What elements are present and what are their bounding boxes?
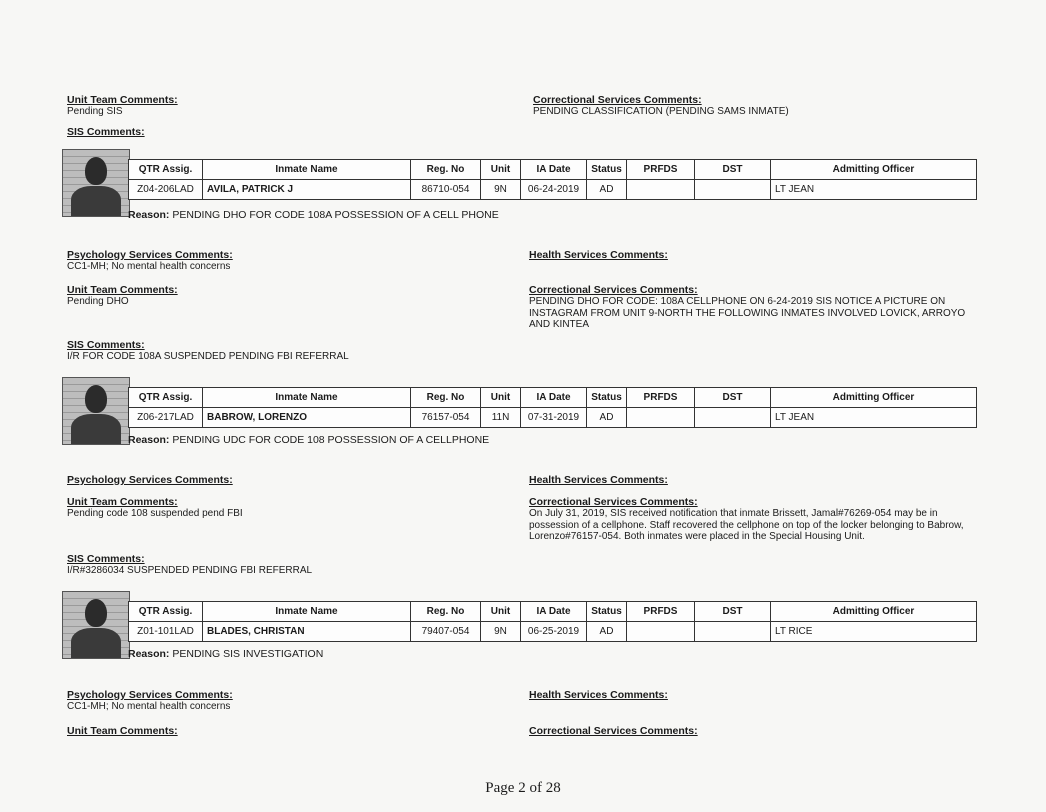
ia-date-cell: 07-31-2019 [521,408,587,428]
admitting-officer-cell: LT JEAN [771,408,977,428]
sis-heading: SIS Comments: [67,126,145,138]
unit-team-text: Pending DHO [67,296,129,307]
psych-heading: Psychology Services Comments: [67,689,233,701]
table-row [129,408,977,428]
admitting-officer-cell: LT RICE [771,622,977,642]
column-header: IA Date [521,602,587,622]
column-header: Status [587,602,627,622]
column-header: Reg. No [411,602,481,622]
correctional-text: On July 31, 2019, SIS received notification that inmate Brissett, Jamal#76269-054 may be in possession of a cellphone. Staff recovered the cellphone on top of the locker belonging to Babrow, Lorenzo#76157-054. Both inmates were placed in the Special Housing Unit. [529,508,964,542]
inmate-photo [62,591,130,659]
reason-label: Reason: [128,209,170,221]
column-header: QTR Assig. [129,388,203,408]
correctional-heading: Correctional Services Comments: [529,725,698,737]
column-header: DST [695,388,771,408]
psych-text: CC1-MH; No mental health concerns [67,701,231,712]
reg-no-cell: 86710-054 [411,180,481,200]
column-header: Admitting Officer [771,388,977,408]
admitting-officer-cell: LT JEAN [771,180,977,200]
page-number: Page 2 of 28 [485,780,561,796]
unit-cell: 9N [481,180,521,200]
reason-label: Reason: [128,434,170,446]
column-header: IA Date [521,160,587,180]
column-header: Inmate Name [203,160,411,180]
reason-text: PENDING DHO FOR CODE 108A POSSESSION OF A CELL PHONE [172,209,499,221]
correctional-heading: Correctional Services Comments: [529,284,698,296]
ia-date-cell: 06-24-2019 [521,180,587,200]
qtr-cell: Z06-217LAD [129,408,203,428]
column-header: QTR Assig. [129,160,203,180]
status-cell: AD [587,408,627,428]
sis-text: I/R FOR CODE 108A SUSPENDED PENDING FBI REFERRAL [67,351,349,362]
correctional-heading: Correctional Services Comments: [533,94,702,106]
unit-team-heading: Unit Team Comments: [67,496,178,508]
inmate-record-table [128,159,977,200]
column-header: Inmate Name [203,388,411,408]
health-heading: Health Services Comments: [529,474,668,486]
correctional-heading: Correctional Services Comments: [529,496,698,508]
column-header: Admitting Officer [771,160,977,180]
dst-cell [695,408,771,428]
ia-date-cell: 06-25-2019 [521,622,587,642]
reason-text: PENDING UDC FOR CODE 108 POSSESSION OF A CELLPHONE [172,434,490,446]
psych-heading: Psychology Services Comments: [67,474,233,486]
qtr-cell: Z04-206LAD [129,180,203,200]
column-header: Status [587,160,627,180]
reason-text: PENDING SIS INVESTIGATION [172,648,324,660]
column-header: Status [587,388,627,408]
column-header: Unit [481,160,521,180]
column-header: Unit [481,388,521,408]
psych-text: CC1-MH; No mental health concerns [67,261,231,272]
reg-no-cell: 76157-054 [411,408,481,428]
dst-cell [695,622,771,642]
column-header: Reg. No [411,388,481,408]
reason-label: Reason: [128,648,170,660]
sis-heading: SIS Comments: [67,553,145,565]
column-header: IA Date [521,388,587,408]
status-cell: AD [587,180,627,200]
reason-line [128,434,489,446]
column-header: DST [695,160,771,180]
correctional-text: PENDING CLASSIFICATION (PENDING SAMS INMATE) [533,106,789,117]
inmate-record-table [128,601,977,642]
reason-line [128,648,323,660]
correctional-text: PENDING DHO FOR CODE: 108A CELLPHONE ON 6-24-2019 SIS NOTICE A PICTURE ON INSTAGRAM FROM UNIT 9-NORTH THE FOLLOWING INMATES INVOLVED LOVICK, ARROYO AND KINTEA [529,296,966,330]
prfds-cell [627,622,695,642]
psych-heading: Psychology Services Comments: [67,249,233,261]
qtr-cell: Z01-101LAD [129,622,203,642]
inmate-name-cell: AVILA, PATRICK J [203,180,411,200]
unit-cell: 9N [481,622,521,642]
unit-team-heading: Unit Team Comments: [67,94,178,106]
column-header: Admitting Officer [771,602,977,622]
reason-line [128,209,499,221]
unit-team-text: Pending code 108 suspended pend FBI [67,508,243,519]
health-heading: Health Services Comments: [529,689,668,701]
unit-team-heading: Unit Team Comments: [67,284,178,296]
unit-team-heading: Unit Team Comments: [67,725,178,737]
inmate-photo [62,377,130,445]
column-header: QTR Assig. [129,602,203,622]
sis-text: I/R#3286034 SUSPENDED PENDING FBI REFERRAL [67,565,313,576]
column-header: PRFDS [627,160,695,180]
inmate-name-cell: BABROW, LORENZO [203,408,411,428]
column-header: DST [695,602,771,622]
column-header: Reg. No [411,160,481,180]
inmate-photo [62,149,130,217]
status-cell: AD [587,622,627,642]
column-header: Inmate Name [203,602,411,622]
column-header: PRFDS [627,602,695,622]
inmate-name-cell: BLADES, CHRISTAN [203,622,411,642]
inmate-record-table [128,387,977,428]
prfds-cell [627,408,695,428]
column-header: Unit [481,602,521,622]
sis-heading: SIS Comments: [67,339,145,351]
health-heading: Health Services Comments: [529,249,668,261]
dst-cell [695,180,771,200]
unit-team-text: Pending SIS [67,106,123,117]
unit-cell: 11N [481,408,521,428]
prfds-cell [627,180,695,200]
column-header: PRFDS [627,388,695,408]
reg-no-cell: 79407-054 [411,622,481,642]
table-row [129,622,977,642]
table-row [129,180,977,200]
